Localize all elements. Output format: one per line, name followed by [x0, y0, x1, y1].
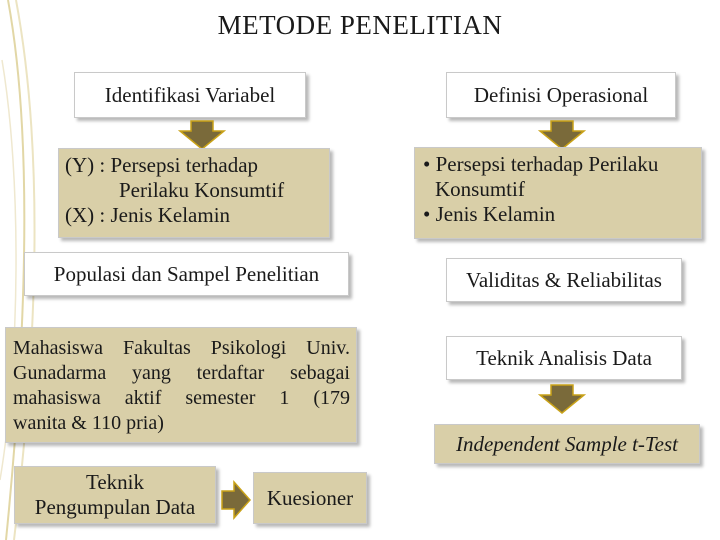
- page-title: METODE PENELITIAN: [217, 10, 503, 40]
- uji-label: Independent Sample t-Test: [455, 431, 679, 456]
- kuesioner-box: [253, 472, 367, 524]
- teknik-analisis-box: [446, 336, 682, 380]
- populasi-sampel-box: [24, 252, 349, 296]
- down-arrow-icon-2: [538, 120, 586, 150]
- populasi-line-2: Gunadarma yang terdaftar sebagai: [13, 362, 350, 384]
- definisi-operasional-label: Definisi Operasional: [473, 82, 649, 107]
- variabel-y-line: (Y) : Persepsi terhadap: [65, 153, 259, 177]
- kuesioner-label: Kuesioner: [266, 485, 354, 510]
- validitas-label: Validitas & Reliabilitas: [466, 267, 662, 292]
- populasi-line-4: wanita & 110 pria): [13, 412, 164, 434]
- identifikasi-variabel-label: Identifikasi Variabel: [104, 82, 276, 107]
- populasi-sampel-label: Populasi dan Sampel Penelitian: [53, 261, 320, 286]
- teknik-pengumpulan-line-2: Pengumpulan Data: [34, 495, 196, 519]
- variabel-x-line: (X) : Jenis Kelamin: [65, 203, 231, 227]
- validitas-box: [446, 258, 682, 302]
- definisi-line-2: Konsumtif: [435, 177, 525, 201]
- identifikasi-variabel-box: [74, 72, 306, 118]
- down-arrow-icon: [178, 120, 226, 150]
- populasi-line-1: Mahasiswa Fakultas Psikologi Univ.: [13, 337, 350, 359]
- teknik-pengumpulan-box: [14, 466, 216, 524]
- variabel-y-line-2: Perilaku Konsumtif: [119, 178, 285, 202]
- definisi-line-1: • Persepsi terhadap Perilaku: [423, 152, 659, 176]
- definisi-detail-box: [414, 147, 702, 239]
- teknik-pengumpulan-line-1: Teknik: [85, 470, 145, 494]
- definisi-line-3: • Jenis Kelamin: [423, 202, 556, 226]
- uji-box: [434, 424, 700, 464]
- down-arrow-icon-3: [538, 384, 586, 414]
- populasi-line-3: mahasiswa aktif semester 1 (179: [13, 387, 350, 409]
- right-arrow-icon: [220, 480, 252, 520]
- teknik-analisis-label: Teknik Analisis Data: [476, 345, 652, 370]
- definisi-operasional-box: [446, 72, 676, 118]
- variabel-detail-box: [58, 148, 330, 238]
- populasi-detail-box: [5, 327, 357, 443]
